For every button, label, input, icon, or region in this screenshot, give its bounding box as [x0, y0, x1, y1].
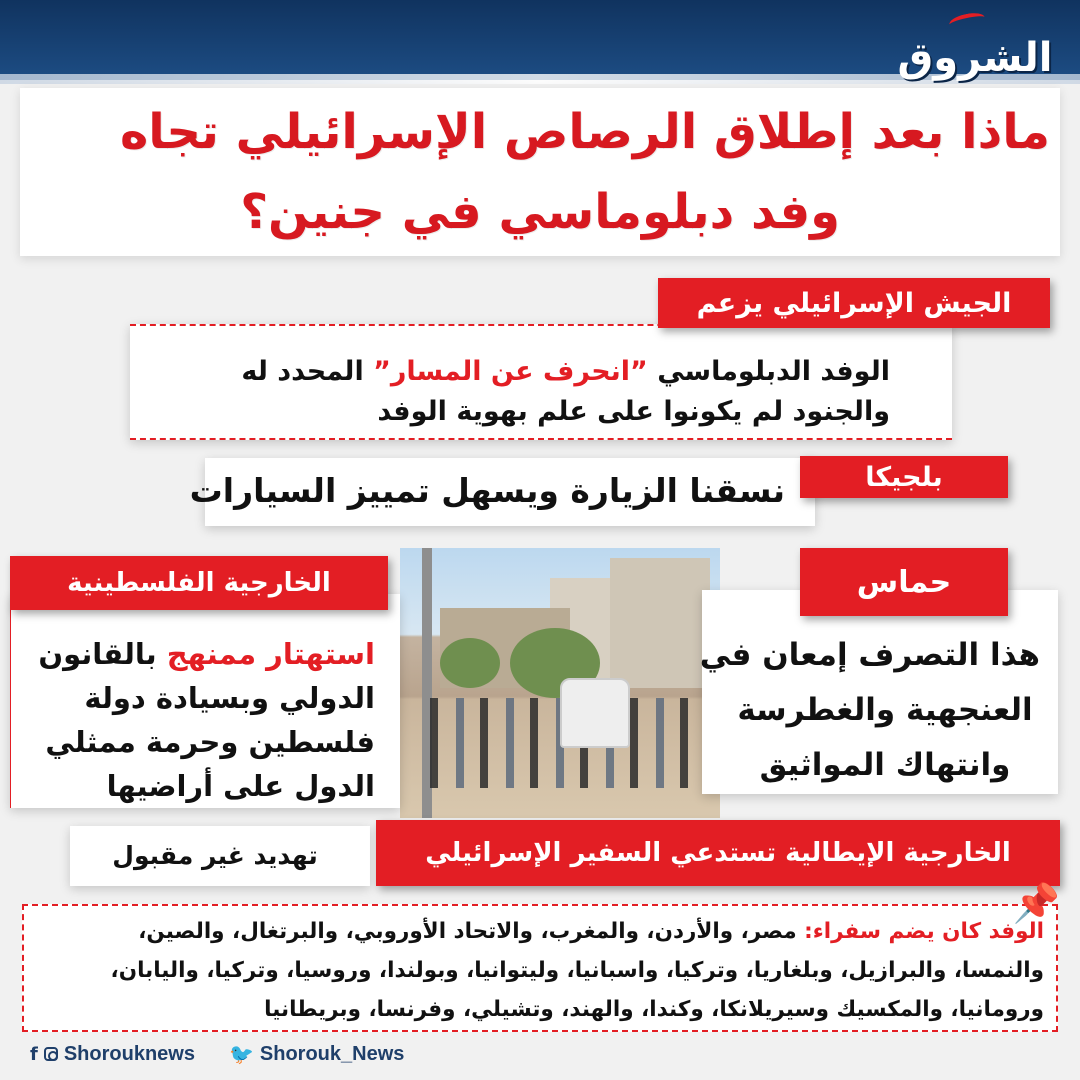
belgium-label: بلجيكا	[800, 456, 1008, 498]
logo-swoosh-icon	[948, 10, 986, 31]
twitter-icon[interactable]: 🐦	[228, 1042, 254, 1066]
italy-label: الخارجية الإيطالية تستدعي السفير الإسرائيلي	[376, 820, 1060, 886]
delegation-line-3: ورومانيا، والمكسيك وسيريلانكا، وكندا، والهند، وتشيلي، وفرنسا، وبريطانيا	[264, 997, 1044, 1022]
title-line-1: ماذا بعد إطلاق الرصاص الإسرائيلي تجاه	[119, 104, 1050, 160]
delegation-label: الوفد كان يضم سفراء:	[804, 919, 1044, 944]
hamas-line-1: هذا التصرف إمعان في	[699, 637, 1040, 673]
twitter-handle[interactable]: Shorouk_News	[259, 1042, 405, 1065]
palestinian-fm-line-4: الدول على أراضيها	[106, 769, 375, 803]
palestinian-fm-line-2: الدولي وبسيادة دولة	[84, 681, 375, 715]
army-quote: ”انحرف عن المسار”	[373, 356, 648, 387]
shorouk-logo[interactable]	[897, 10, 1053, 81]
instagram-icon[interactable]	[44, 1047, 58, 1061]
army-text-line-2: والجنود لم يكونوا على علم بهوية الوفد	[377, 396, 890, 427]
title-line-2: وفد دبلوماسي في جنين؟	[240, 184, 840, 240]
palestinian-fm-highlight: استهتار ممنهج	[166, 637, 375, 671]
palestinian-fm-line-3: فلسطين وحرمة ممثلي	[45, 725, 375, 759]
hamas-line-3: وانتهاك المواثيق	[759, 747, 1011, 783]
photo-tree	[440, 638, 500, 688]
push-pin-icon: 📌	[1012, 881, 1060, 925]
hamas-text	[699, 628, 1040, 793]
facebook-instagram-handle[interactable]: Shorouknews	[63, 1042, 195, 1065]
palestinian-fm-line-1: بالقانون	[38, 637, 167, 671]
logo-text: الشروق	[897, 35, 1053, 81]
italy-quote: تهديد غير مقبول	[112, 841, 318, 870]
army-claim-text	[170, 352, 890, 432]
palestinian-fm-label: الخارجية الفلسطينية	[10, 556, 388, 610]
belgium-text: نسقنا الزيارة ويسهل تمييز السيارات	[189, 471, 785, 510]
army-label: الجيش الإسرائيلي يزعم	[658, 278, 1050, 328]
scene-photo	[400, 548, 720, 818]
photo-building	[610, 558, 710, 688]
hamas-label: حماس	[800, 548, 1008, 616]
photo-van	[560, 678, 630, 748]
palestinian-fm-text	[35, 632, 375, 808]
social-footer	[30, 1040, 404, 1068]
army-text-part: المحدد له	[241, 356, 374, 387]
delegation-line-2: والنمسا، والبرازيل، وبلغاريا، وتركيا، واسبانيا، وليتوانيا، وبولندا، وروسيا، وتركيا، واليابان،	[110, 958, 1044, 983]
facebook-icon[interactable]: f	[30, 1043, 38, 1065]
delegation-line-1: مصر، والأردن، والمغرب، والاتحاد الأوروبي، والبرتغال، والصين،	[138, 919, 805, 944]
delegation-box	[22, 904, 1058, 1032]
page-title	[30, 92, 1050, 252]
army-text-part: الوفد الدبلوماسي	[647, 356, 890, 387]
hamas-line-2: العنجهية والغطرسة	[737, 692, 1033, 728]
